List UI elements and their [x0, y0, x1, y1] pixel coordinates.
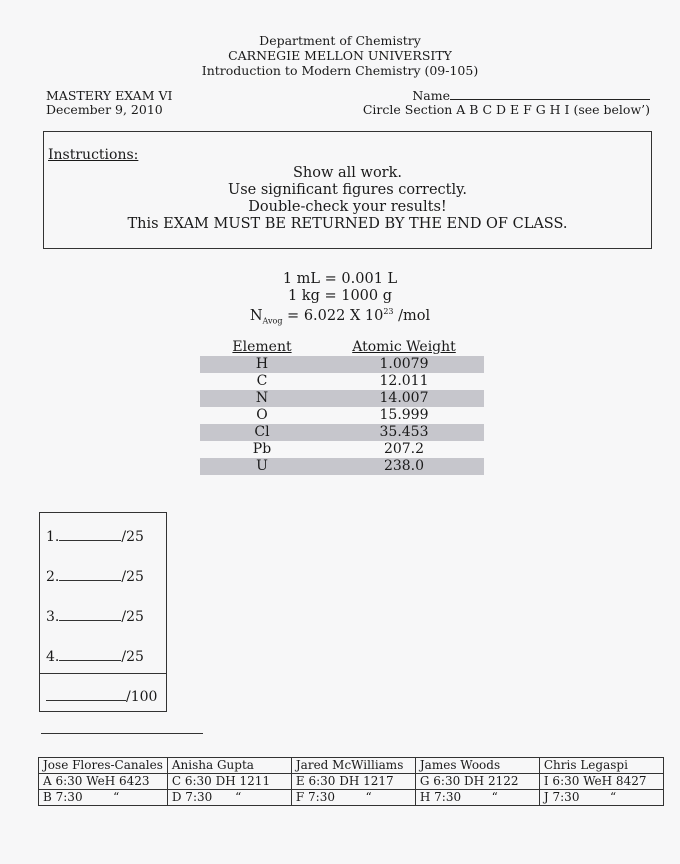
table-row: N 14.007 [200, 390, 484, 407]
section-note: Circle Section A B C D E F G H I (see below’) [362, 102, 650, 117]
table-row: U 238.0 [200, 458, 484, 475]
name-block [363, 89, 650, 117]
score-box [39, 512, 167, 712]
table-row [39, 758, 664, 774]
table-row: Pb 207.2 [252, 441, 425, 457]
table-row: H 1.0079 [200, 356, 484, 373]
table-header [200, 339, 484, 356]
constant-ml: 1 mL = 0.001 L [282, 271, 398, 287]
section-table [38, 757, 664, 806]
ta-name: Jose Flores-Canales [39, 758, 168, 774]
instructions-title: Instructions: [48, 147, 139, 163]
table-row [39, 790, 664, 806]
score-divider [40, 673, 166, 674]
instruction-line: This EXAM MUST BE RETURNED BY THE END OF CLASS. [127, 216, 568, 232]
name-line[interactable] [450, 89, 650, 100]
instructions-lines [44, 165, 651, 233]
section-slot: D 7:30 “ [167, 790, 291, 806]
exam-title: MASTERY EXAM VI [46, 88, 173, 103]
ta-name: Jared McWilliams [291, 758, 415, 774]
ta-name: James Woods [415, 758, 539, 774]
header-element: Element [232, 339, 292, 355]
score-blank[interactable] [59, 610, 121, 621]
constant-avogadro: $N_{Avog} = 6.022$ X $10^{23}$ /mol [249, 307, 431, 326]
section-slot: I 6:30 WeH 8427 [539, 774, 663, 790]
table-row: C 12.011 [256, 373, 429, 389]
score-row: 1. /25 [46, 529, 144, 545]
header-weight: Atomic Weight [352, 339, 456, 355]
score-blank[interactable] [59, 530, 121, 541]
name-label: Name [412, 88, 450, 103]
university: CARNEGIE MELLON UNIVERSITY [228, 48, 452, 63]
score-blank[interactable] [59, 650, 121, 661]
atomic-weight-table [200, 339, 484, 475]
score-row: 4. /25 [46, 649, 144, 665]
department: Department of Chemistry [259, 33, 421, 48]
exam-identifier [46, 89, 172, 117]
section-slot: H 7:30 “ [415, 790, 539, 806]
table-row [39, 774, 664, 790]
instruction-line: Use significant figures correctly. [227, 182, 467, 198]
instruction-line: Show all work. [292, 165, 403, 181]
table-row: O 15.999 [256, 407, 429, 423]
section-slot: J 7:30 “ [539, 790, 663, 806]
course-title: Introduction to Modern Chemistry (09-105) [201, 63, 479, 78]
section-slot: G 6:30 DH 2122 [415, 774, 539, 790]
exam-date: December 9, 2010 [46, 102, 163, 117]
constants [0, 271, 680, 330]
score-blank[interactable] [59, 570, 121, 581]
exam-header [0, 33, 680, 78]
score-row: 3. /25 [46, 609, 144, 625]
constant-kg: 1 kg = 1000 g [287, 287, 393, 304]
instruction-line: Double-check your results! [248, 199, 447, 215]
signature-line [41, 733, 203, 734]
table-row: Cl 35.453 [200, 424, 484, 441]
section-slot: E 6:30 DH 1217 [291, 774, 415, 790]
section-slot: A 6:30 WeH 6423 [39, 774, 168, 790]
score-blank[interactable] [46, 690, 126, 701]
section-slot: F 7:30 “ [291, 790, 415, 806]
ta-name: Chris Legaspi [539, 758, 663, 774]
score-total: /100 [46, 689, 157, 705]
instructions-box [43, 131, 652, 249]
score-row: 2. /25 [46, 569, 144, 585]
section-slot: B 7:30 “ [39, 790, 168, 806]
section-slot: C 6:30 DH 1211 [167, 774, 291, 790]
ta-name: Anisha Gupta [167, 758, 291, 774]
